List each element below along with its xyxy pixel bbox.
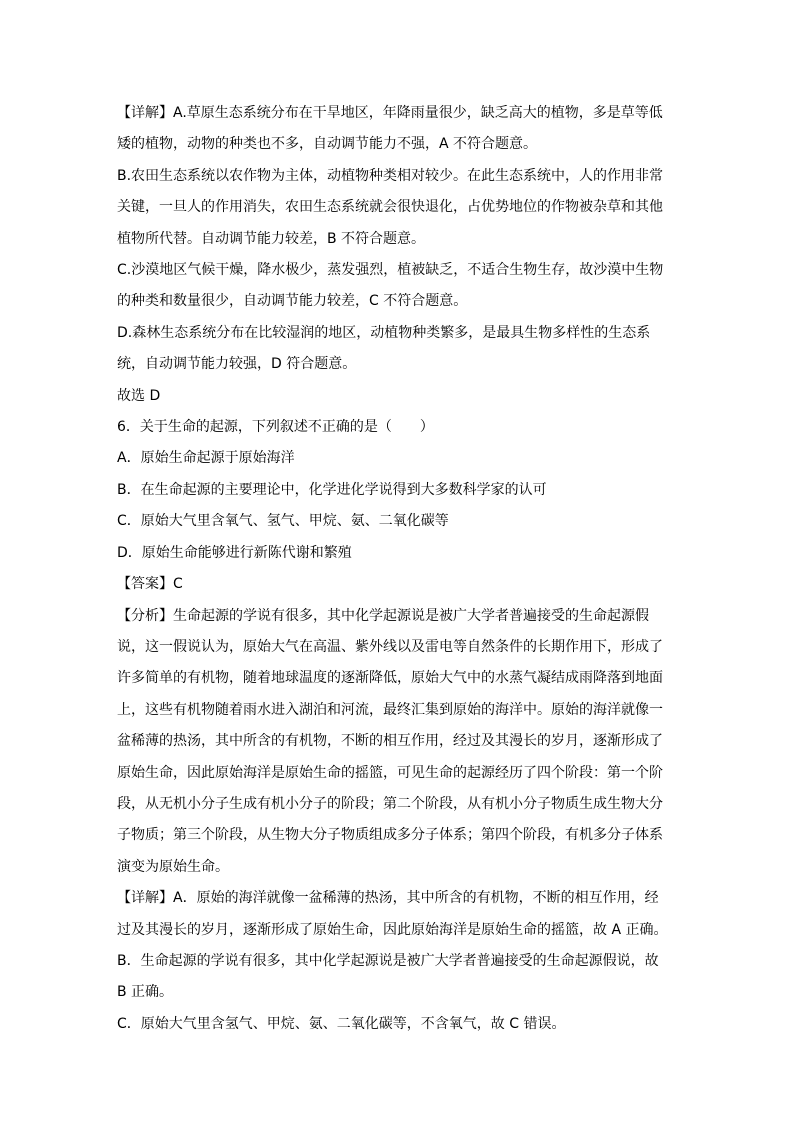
- detail-a-grassland-line-1: 【详解】A.草原生态系统分布在干旱地区，年降雨量很少，缺乏高大的植物，多是草等低: [117, 105, 663, 121]
- detail-6a-line-2: 过及其漫长的岁月，逐渐形成了原始生命，因此原始海洋是原始生命的摇篮，故 A 正确。: [117, 921, 668, 938]
- question-6-option-c: C．原始大气里含氧气、氢气、甲烷、氨、二氧化碳等: [117, 513, 449, 530]
- detail-b-farmland-line-3: 植物所代替。自动调节能力较差，B 不符合题意。: [117, 230, 426, 247]
- detail-c-desert-line-1: C.沙漠地区气候干燥，降水极少，蒸发强烈，植被缺乏，不适合生物生存，故沙漠中生物: [117, 262, 664, 279]
- analysis-line-6: 原始生命，因此原始海洋是原始生命的摇篮，可见生命的起源经历了四个阶段：第一个阶: [117, 764, 663, 781]
- document-page: [117, 98, 677, 1040]
- analysis-line-8: 子物质；第三个阶段，从生物大分子物质组成多分子体系；第四个阶段，有机多分子体系: [117, 827, 663, 844]
- detail-6b-line-2: B 正确。: [117, 984, 174, 1001]
- detail-d-forest-line-2: 统，自动调节能力较强，D 符合题意。: [117, 356, 357, 373]
- detail-c-desert-line-2: 的种类和数量很少，自动调节能力较差，C 不符合题意。: [117, 293, 468, 310]
- detail-6a-line-1: 【详解】A．原始的海洋就像一盆稀薄的热汤，其中所含的有机物，不断的相互作用，经: [117, 890, 659, 907]
- analysis-line-3: 许多简单的有机物，随着地球温度的逐渐降低，原始大气中的水蒸气凝结成雨降落到地面: [117, 670, 663, 687]
- analysis-line-1: 【分析】生命起源的学说有很多，其中化学起源说是被广大学者普遍接受的生命起源假: [117, 607, 649, 624]
- question-6-option-d: D．原始生命能够进行新陈代谢和繁殖: [117, 544, 352, 561]
- question-6-option-b: B．在生命起源的主要理论中，化学进化学说得到大多数科学家的认可: [117, 481, 547, 498]
- question-6-answer: 【答案】C: [117, 576, 183, 593]
- analysis-line-7: 段，从无机小分子生成有机小分子的阶段；第二个阶段，从有机小分子物质生成生物大分: [117, 795, 663, 812]
- detail-b-farmland-line-1: B.农田生态系统以农作物为主体，动植物种类相对较少。在此生态系统中，人的作用非常: [117, 167, 664, 184]
- analysis-line-5: 盆稀薄的热汤，其中所含的有机物，不断的相互作用，经过及其漫长的岁月，逐渐形成了: [117, 733, 663, 750]
- detail-b-farmland-line-2: 关键，一旦人的作用消失，农田生态系统就会很快退化，占优势地位的作物被杂草和其他: [117, 199, 663, 216]
- detail-a-grassland-line-2: 矮的植物，动物的种类也不多，自动调节能力不强，A 不符合题意。: [117, 136, 538, 153]
- question-6-option-a: A．原始生命起源于原始海洋: [117, 450, 295, 467]
- answer-choice-d: 故选 D: [117, 387, 161, 404]
- analysis-line-9: 演变为原始生命。: [117, 858, 229, 875]
- detail-6b-line-1: B．生命起源的学说有很多，其中化学起源说是被广大学者普遍接受的生命起源假说，故: [117, 952, 659, 969]
- analysis-line-2: 说，这一假说认为，原始大气在高温、紫外线以及雷电等自然条件的长期作用下，形成了: [117, 638, 663, 655]
- question-6-stem: 6．关于生命的起源，下列叙述不正确的是（ ）: [117, 419, 434, 436]
- detail-6c-line-1: C．原始大气里含氢气、甲烷、氨、二氧化碳等，不含氧气，故 C 错误。: [117, 1015, 566, 1032]
- analysis-line-4: 上，这些有机物随着雨水进入湖泊和河流，最终汇集到原始的海洋中。原始的海洋就像一: [117, 701, 663, 718]
- detail-d-forest-line-1: D.森林生态系统分布在比较湿润的地区，动植物种类繁多，是最具生物多样性的生态系: [117, 324, 651, 341]
